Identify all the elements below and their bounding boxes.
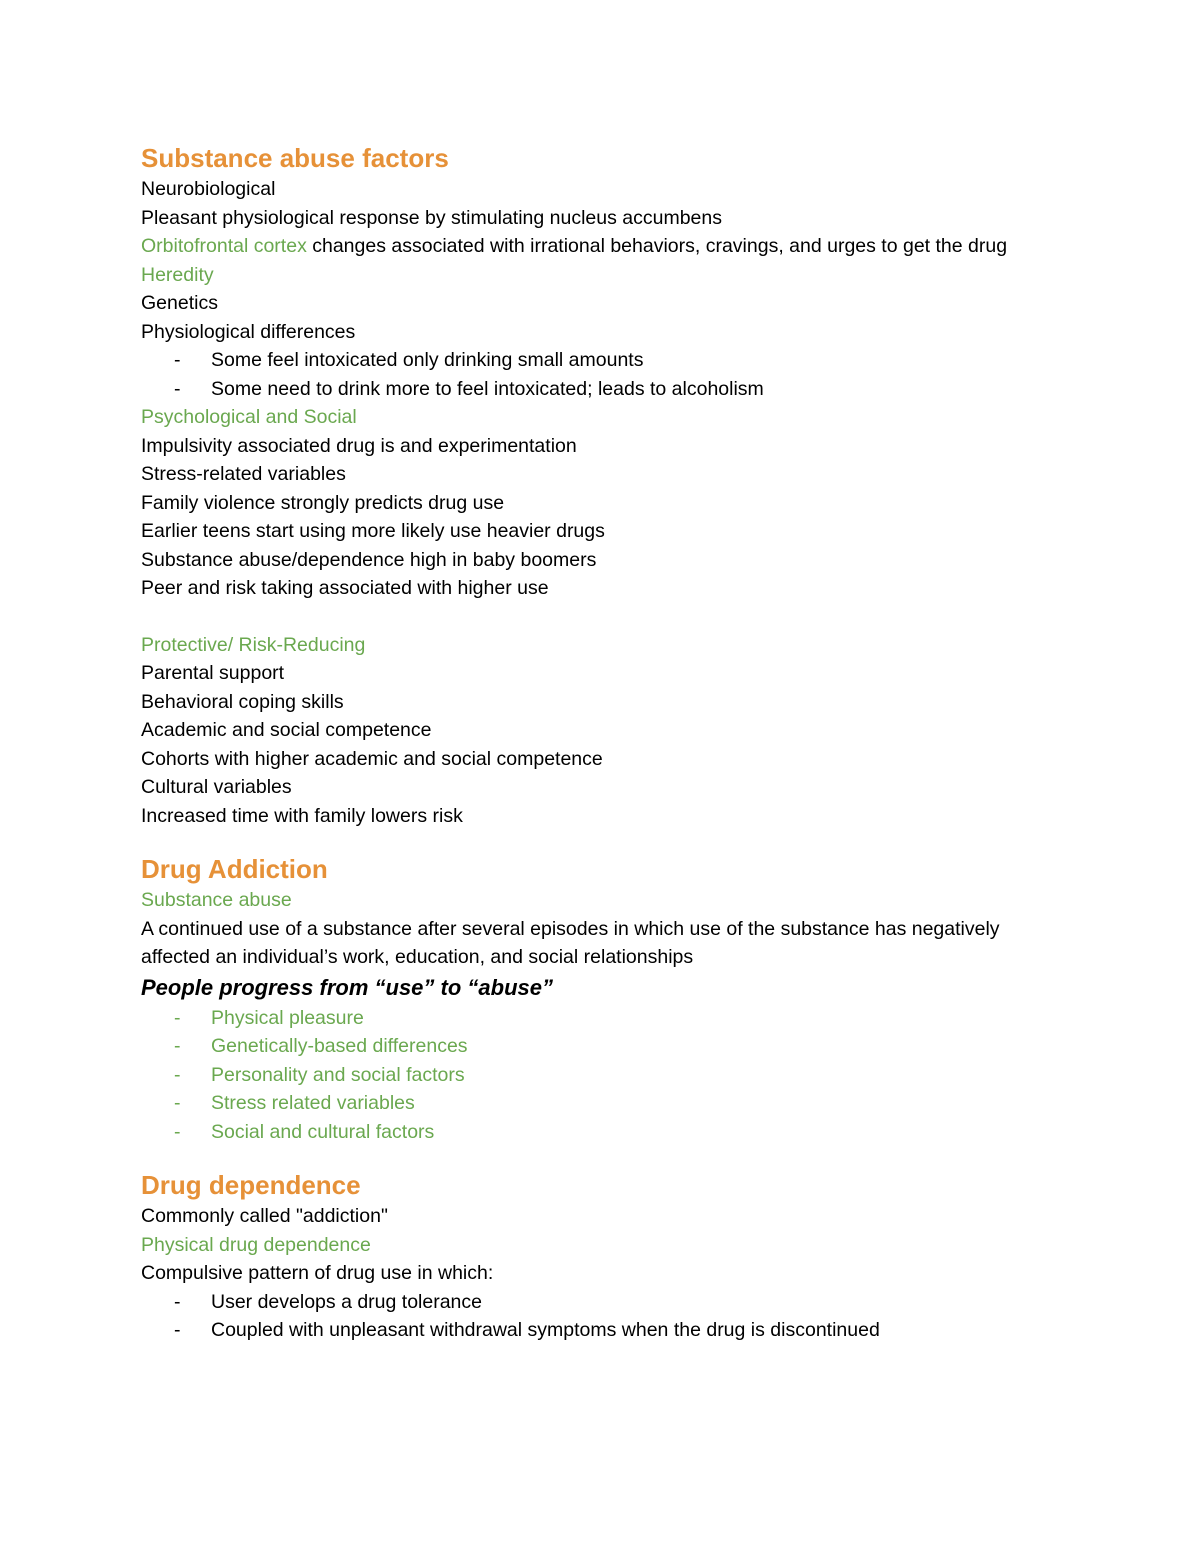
section-heading-substance-abuse-factors: Substance abuse factors — [141, 143, 449, 173]
emphasis-line: People progress from “use” to “abuse” — [141, 974, 553, 1000]
section-heading-drug-addiction: Drug Addiction — [141, 854, 328, 884]
subheading-heredity: Heredity — [141, 263, 214, 286]
bullet-dash: - — [174, 1319, 181, 1341]
text-line: Stress-related variables — [141, 463, 346, 485]
term-orbitofrontal-cortex: Orbitofrontal cortex — [141, 235, 307, 257]
spacer — [141, 830, 1071, 852]
bullet-dash: - — [174, 1092, 181, 1114]
list-item: - Social and cultural factors — [141, 1118, 1071, 1147]
text-line: Impulsivity associated drug is and experimentation — [141, 434, 577, 457]
text-paragraph: A continued use of a substance after several episodes in which use of the substance has negatively affected an individual’s work, education, and social relationships — [141, 917, 1000, 968]
list-item: - Stress related variables — [141, 1089, 1071, 1118]
text-line: Peer and risk taking associated with higher use — [141, 577, 549, 599]
text-line: Increased time with family lowers risk — [141, 804, 463, 827]
text-line: Parental support — [141, 662, 285, 684]
document-content — [141, 141, 1071, 1345]
bullet-dash: - — [174, 377, 181, 400]
spacer — [141, 1146, 1071, 1168]
text-line: Family violence strongly predicts drug use — [141, 491, 505, 514]
text-paragraph — [141, 232, 1071, 261]
bullet-dash: - — [174, 1035, 181, 1057]
bullet-dash: - — [174, 349, 181, 371]
list-item: - Genetically-based differences — [141, 1032, 1071, 1061]
text-line: Behavioral coping skills — [141, 690, 344, 713]
text-line: Pleasant physiological response by stimulating nucleus accumbens — [141, 206, 722, 229]
spacer — [141, 603, 1071, 631]
text-line: Earlier teens start using more likely use heavier drugs — [141, 520, 605, 542]
text-line: Cultural variables — [141, 776, 292, 798]
text-line: Neurobiological — [141, 178, 276, 200]
text-line: Physiological differences — [141, 320, 356, 343]
list-item: - Some need to drink more to feel intoxicated; leads to alcoholism — [141, 375, 1071, 404]
subheading-psychological-social: Psychological and Social — [141, 406, 357, 428]
list-item: - Physical pleasure — [141, 1004, 1071, 1033]
subheading-substance-abuse: Substance abuse — [141, 889, 292, 911]
text-line: Commonly called "addiction" — [141, 1205, 388, 1227]
list-item: - User develops a drug tolerance — [141, 1288, 1071, 1317]
text-line: Cohorts with higher academic and social competence — [141, 747, 603, 770]
text-line: Substance abuse/dependence high in baby boomers — [141, 548, 597, 571]
list-item: - Personality and social factors — [141, 1061, 1071, 1090]
text-span: changes associated with irrational behaviors, cravings, and urges to get the drug — [306, 235, 1008, 257]
list-item: - Coupled with unpleasant withdrawal symptoms when the drug is discontinued — [141, 1316, 1071, 1345]
bullet-dash: - — [174, 1063, 181, 1086]
list-item: - Some feel intoxicated only drinking small amounts — [141, 346, 1071, 375]
bullet-dash: - — [174, 1290, 181, 1313]
bullet-dash: - — [174, 1120, 181, 1143]
bullet-dash: - — [174, 1006, 181, 1029]
subheading-physical-drug-dependence: Physical drug dependence — [141, 1233, 371, 1256]
section-heading-drug-dependence: Drug dependence — [141, 1170, 361, 1200]
text-line: Compulsive pattern of drug use in which: — [141, 1262, 494, 1284]
text-line: Academic and social competence — [141, 719, 432, 741]
text-line: Genetics — [141, 292, 218, 314]
subheading-protective: Protective/ Risk-Reducing — [141, 633, 366, 656]
